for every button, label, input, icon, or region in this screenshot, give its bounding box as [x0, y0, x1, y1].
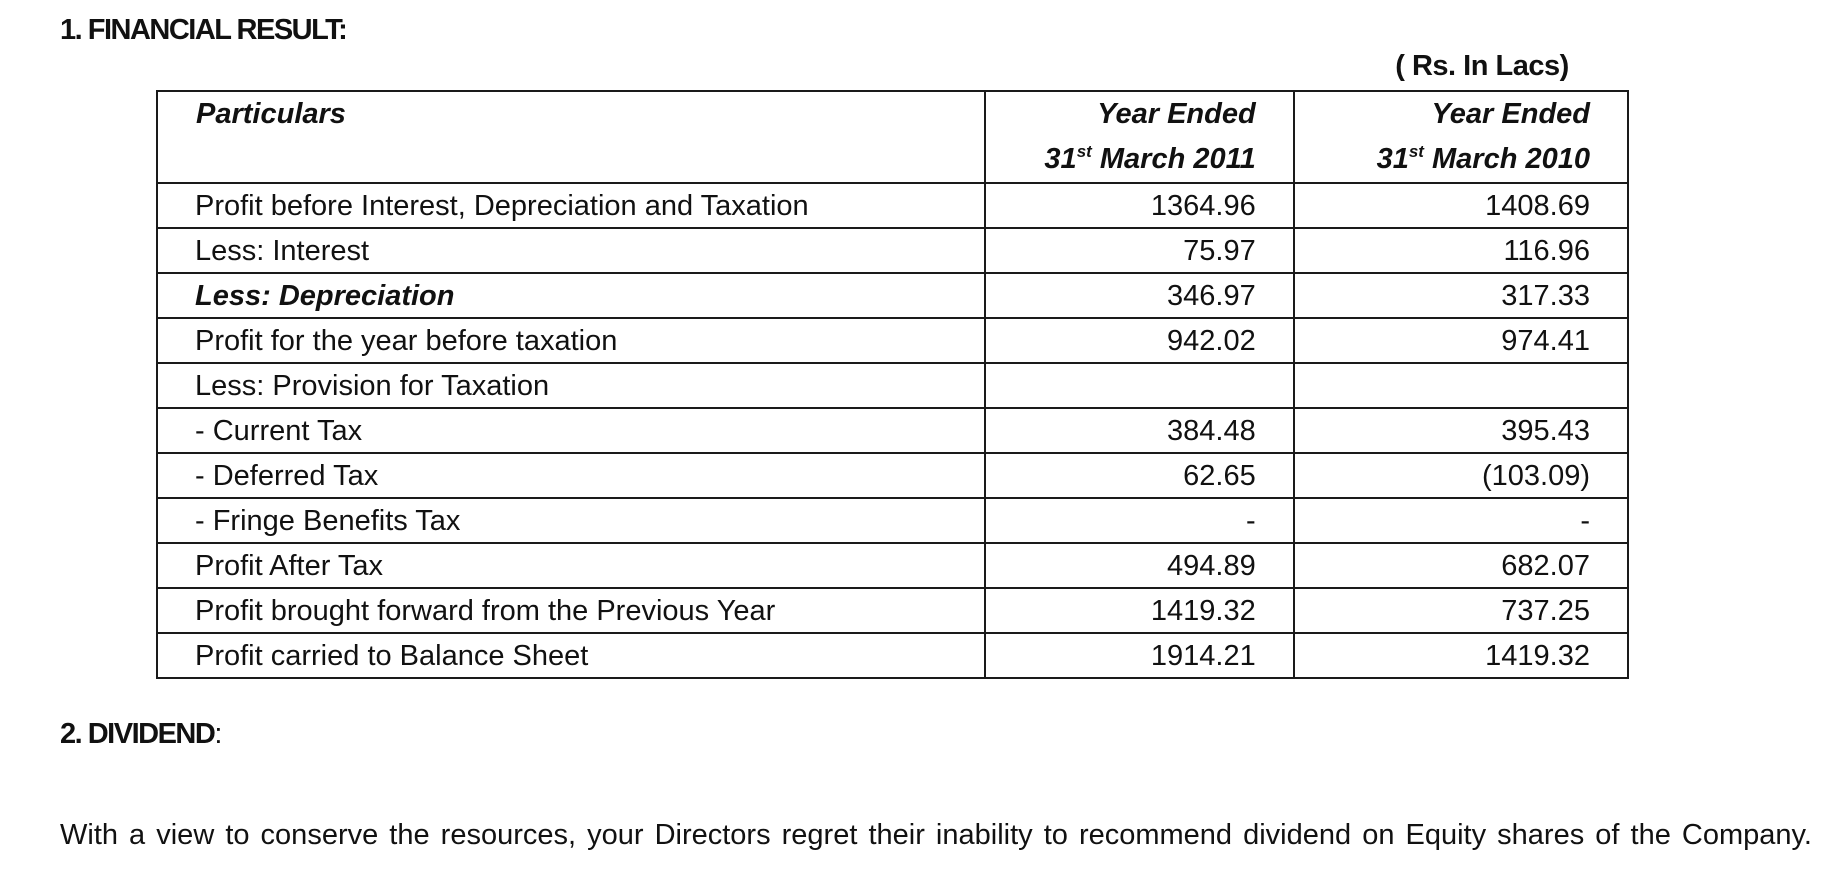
- units-note: ( Rs. In Lacs): [1395, 50, 1569, 82]
- header-year-2010: [1294, 91, 1628, 183]
- row-label: Profit for the year before taxation: [157, 318, 985, 363]
- header-year-2010-sup: st: [1408, 142, 1424, 161]
- row-label: Less: Interest: [157, 228, 985, 273]
- table-row: [157, 498, 1628, 543]
- header-year-2011-line1: Year Ended: [1097, 98, 1256, 130]
- dividend-heading-colon: :: [214, 718, 223, 750]
- row-value-2010: 1419.32: [1294, 633, 1628, 678]
- row-label: Less: Depreciation: [157, 273, 985, 318]
- row-label: - Deferred Tax: [157, 453, 985, 498]
- financial-result-table: [156, 90, 1629, 679]
- header-year-2011-sup: st: [1076, 142, 1092, 161]
- header-year-2011-day: 31: [1044, 143, 1077, 175]
- dividend-heading: [60, 718, 222, 751]
- row-label: Less: Provision for Taxation: [157, 363, 985, 408]
- header-year-2010-day: 31: [1376, 143, 1409, 175]
- row-value-2011: 1419.32: [985, 588, 1293, 633]
- row-label: Profit After Tax: [157, 543, 985, 588]
- row-value-2010: (103.09): [1294, 453, 1628, 498]
- table-row: [157, 273, 1628, 318]
- table-row: [157, 318, 1628, 363]
- table-header-row: [157, 91, 1628, 183]
- header-year-2010-line1: Year Ended: [1431, 98, 1590, 130]
- table-row: [157, 408, 1628, 453]
- row-label: Profit before Interest, Depreciation and Taxation: [157, 183, 985, 228]
- financial-result-heading: 1. FINANCIAL RESULT:: [60, 14, 347, 46]
- table-row: [157, 363, 1628, 408]
- row-value-2011: 384.48: [985, 408, 1293, 453]
- dividend-heading-text: 2. DIVIDEND: [60, 718, 215, 750]
- row-value-2010: 737.25: [1294, 588, 1628, 633]
- row-value-2011: -: [985, 498, 1293, 543]
- table-row: [157, 633, 1628, 678]
- row-value-2011: 346.97: [985, 273, 1293, 318]
- header-year-2010-date: March 2010: [1423, 143, 1590, 175]
- row-label: Profit brought forward from the Previous Year: [157, 588, 985, 633]
- row-value-2010: 317.33: [1294, 273, 1628, 318]
- row-label: - Fringe Benefits Tax: [157, 498, 985, 543]
- row-value-2010: 682.07: [1294, 543, 1628, 588]
- row-value-2011: [985, 363, 1293, 408]
- dividend-paragraph: With a view to conserve the resources, your Directors regret their inability to recommend dividend on Equity shares of the Company.: [60, 819, 1812, 851]
- table-row: [157, 228, 1628, 273]
- header-year-2011-date: March 2011: [1091, 143, 1256, 175]
- table-row: [157, 543, 1628, 588]
- row-value-2010: 395.43: [1294, 408, 1628, 453]
- row-value-2011: 62.65: [985, 453, 1293, 498]
- row-value-2010: 1408.69: [1294, 183, 1628, 228]
- row-value-2010: 116.96: [1294, 228, 1628, 273]
- row-label: - Current Tax: [157, 408, 985, 453]
- table-row: [157, 588, 1628, 633]
- row-value-2011: 75.97: [985, 228, 1293, 273]
- header-particulars: Particulars: [157, 91, 985, 183]
- row-value-2010: 974.41: [1294, 318, 1628, 363]
- row-label: Profit carried to Balance Sheet: [157, 633, 985, 678]
- row-value-2011: 942.02: [985, 318, 1293, 363]
- header-year-2011: [985, 91, 1293, 183]
- row-value-2011: 494.89: [985, 543, 1293, 588]
- table-row: [157, 453, 1628, 498]
- table-row: [157, 183, 1628, 228]
- row-value-2010: -: [1294, 498, 1628, 543]
- row-value-2011: 1914.21: [985, 633, 1293, 678]
- row-value-2011: 1364.96: [985, 183, 1293, 228]
- row-value-2010: [1294, 363, 1628, 408]
